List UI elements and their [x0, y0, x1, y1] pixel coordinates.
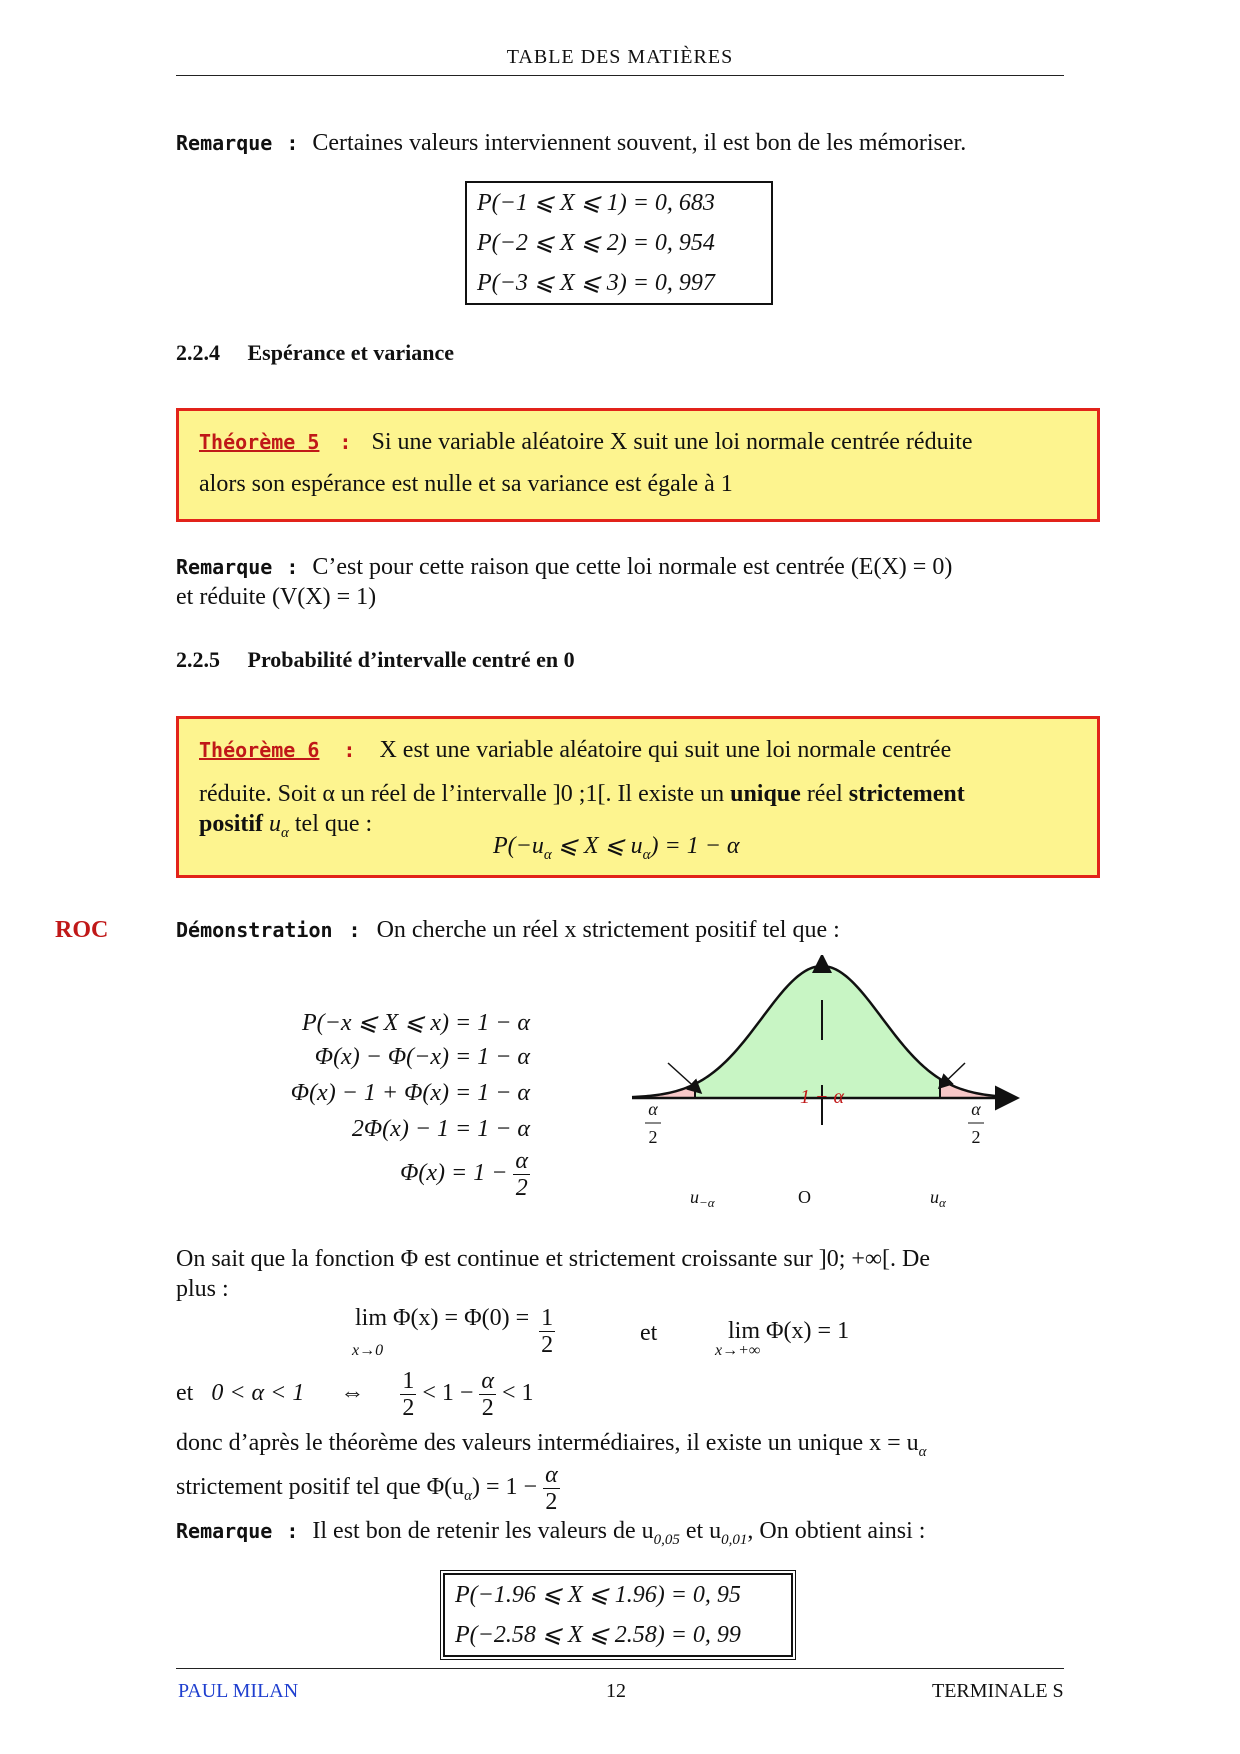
theorem-5-label: Théorème 5 [199, 430, 320, 454]
limit-and: et [640, 1320, 658, 1346]
ineq-frac-1 [400, 1368, 416, 1421]
demo-colon: : [348, 918, 361, 942]
remark-3-colon: : [286, 1519, 299, 1543]
theorem-6-positif: positif [199, 811, 264, 837]
ineq-frac-2 [479, 1368, 496, 1421]
p2-sub: α [918, 1443, 927, 1460]
center-label: 1 − α [800, 1086, 844, 1108]
ineq-end: < 1 [502, 1380, 534, 1407]
remark-3-values-box [443, 1573, 793, 1657]
theorem-6-formula [493, 831, 739, 864]
remark-3-sub-2: 0,01 [721, 1531, 748, 1548]
theorem-6-box [176, 716, 1100, 878]
value-row: P(−1 ⩽ X ⩽ 1) = 0, 683 [477, 190, 715, 216]
value-row: P(−2.58 ⩽ X ⩽ 2.58) = 0, 99 [455, 1622, 741, 1648]
limit-1 [355, 1305, 555, 1358]
remark-2-label: Remarque [176, 555, 273, 579]
remark-1 [176, 128, 966, 158]
limit-1-den: 2 [541, 1332, 554, 1358]
p2-end: ) = 1 − [472, 1474, 538, 1501]
left-alpha-num: α [648, 1099, 658, 1119]
eq5-den: 2 [515, 1175, 528, 1201]
paragraph-2-line-2 [176, 1462, 560, 1515]
ineq-num-2: α [481, 1368, 495, 1394]
demo-label: Démonstration [176, 918, 333, 942]
center-area [695, 966, 940, 1098]
theorem-5-text-1: Si une variable aléatoire X suit une loi normale centrée réduite [371, 429, 973, 455]
ineq-mid: < 1 − [422, 1380, 474, 1407]
section-number: 2.2.4 [176, 340, 220, 365]
eq5-fraction [513, 1148, 530, 1201]
limit-2: lim Φ(x) = 1 [728, 1318, 850, 1344]
limit-2-sub: x→+∞ [715, 1342, 761, 1359]
equivalence-arrow: ⇔ [340, 1380, 365, 1407]
demo-intro [176, 915, 840, 945]
equation-4: 2Φ(x) − 1 = 1 − α [351, 1116, 530, 1142]
roc-tag: ROC [55, 917, 109, 943]
p2-num: α [545, 1462, 558, 1488]
p2-text-2: strictement positif tel que Φ(u [176, 1474, 465, 1501]
section-title: Espérance et variance [247, 340, 454, 365]
limit-1-num: 1 [541, 1305, 554, 1331]
theorem-5-line-1 [199, 427, 1079, 457]
value-row: P(−3 ⩽ X ⩽ 3) = 0, 997 [477, 270, 715, 296]
p2-sub-2: α [464, 1487, 473, 1504]
theorem-6-unique: unique [730, 781, 801, 807]
remark-3-label: Remarque [176, 1519, 273, 1543]
theorem-6-text-2c: réel [800, 781, 849, 807]
remark-1-label: Remarque [176, 131, 273, 155]
p2-den: 2 [545, 1489, 558, 1515]
theorem-5-colon: : [339, 430, 352, 454]
footer-rule [176, 1668, 1064, 1669]
theorem-6-line-3 [199, 809, 372, 848]
paragraph-2-line-1 [176, 1428, 1064, 1467]
footer-class: TERMINALE S [932, 1680, 1064, 1702]
section-2-2-5 [176, 647, 575, 673]
limit-1-fraction [539, 1305, 555, 1358]
remark-2-text-1: C’est pour cette raison que cette loi normale est centrée (E(X) = 0) [312, 554, 953, 580]
paragraph-1-line-2: plus : [176, 1276, 229, 1302]
remark-3-sub-1: 0,05 [653, 1531, 680, 1548]
formula-sub: α [543, 846, 552, 863]
paragraph-1-line-1: On sait que la fonction Φ est continue et strictement croissante sur ]0; +∞[. De [176, 1246, 930, 1272]
remark-1-colon: : [286, 131, 299, 155]
theorem-5-text-2: alors son espérance est nulle et sa variance est égale à 1 [199, 471, 733, 497]
value-row: P(−2 ⩽ X ⩽ 2) = 0, 954 [477, 230, 715, 256]
u-alpha-label: $u_\alpha$ [930, 1187, 946, 1210]
ineq-num-1: 1 [402, 1368, 415, 1394]
remark-3-text-c: , On obtient ainsi : [747, 1518, 926, 1544]
equation-1: P(−x ⩽ X ⩽ x) = 1 − α [301, 1010, 530, 1036]
formula-part: ⩽ X ⩽ u [551, 833, 643, 859]
theorem-6-u-sub: α [281, 824, 289, 841]
remark-3 [176, 1516, 925, 1555]
ineq-den-2: 2 [481, 1395, 494, 1421]
theorem-5-box [176, 408, 1100, 522]
left-alpha-den: 2 [648, 1127, 658, 1147]
equation-2: Φ(x) − Φ(−x) = 1 − α [314, 1044, 530, 1070]
section-number: 2.2.5 [176, 647, 220, 672]
remark-1-values-box [465, 181, 773, 305]
right-pointer-arrow [940, 1063, 965, 1087]
formula-part: P(−u [493, 833, 544, 859]
theorem-6-u: u [263, 811, 282, 837]
theorem-6-text-3c: tel que : [288, 811, 373, 837]
right-alpha-num: α [971, 1099, 981, 1119]
theorem-6-text-2a: réduite. Soit α un réel de l’intervalle ]0 ;1[. Il existe un [199, 781, 731, 807]
p2-fraction [543, 1462, 560, 1515]
eq5-left: Φ(x) = 1 − [400, 1160, 508, 1187]
formula-part: ) = 1 − α [650, 833, 740, 859]
section-title: Probabilité d’intervalle centré en 0 [247, 647, 575, 672]
limit-1-expr: lim Φ(x) = Φ(0) = [355, 1305, 530, 1331]
page-header: TABLE DES MATIÈRES [506, 46, 734, 68]
u-minus-alpha-label: $u_{-\alpha}$ [690, 1187, 715, 1210]
value-row: P(−1.96 ⩽ X ⩽ 1.96) = 0, 95 [455, 1582, 741, 1608]
formula-sub: α [642, 846, 651, 863]
normal-curve-graph [620, 955, 1020, 1215]
equation-3: Φ(x) − 1 + Φ(x) = 1 − α [290, 1080, 530, 1106]
footer-author: PAUL MILAN [178, 1680, 299, 1702]
inequality-line [176, 1368, 534, 1421]
theorem-6-label: Théorème 6 [199, 738, 320, 762]
eq5-num: α [515, 1148, 528, 1174]
ineq-and: et [176, 1380, 194, 1407]
p2-text: donc d’après le théorème des valeurs intermédiaires, il existe un unique x = u [176, 1430, 919, 1456]
equation-5 [200, 1148, 530, 1201]
ineq-left: 0 < α < 1 [211, 1380, 305, 1407]
theorem-6-strictement: strictement [848, 781, 965, 807]
footer-page-number: 12 [606, 1680, 626, 1702]
theorem-6-text-1: X est une variable aléatoire qui suit une loi normale centrée [379, 737, 952, 763]
origin-label: O [798, 1187, 811, 1207]
demo-intro-text: On cherche un réel x strictement positif tel que : [376, 917, 840, 943]
remark-3-text-b: et u [679, 1518, 722, 1544]
limit-1-sub: x→0 [352, 1342, 384, 1359]
remark-2-colon: : [286, 555, 299, 579]
theorem-6-line-2 [199, 779, 965, 809]
ineq-den-1: 2 [402, 1395, 415, 1421]
remark-2 [176, 552, 1064, 582]
remark-3-text-a: Il est bon de retenir les valeurs de u [312, 1518, 654, 1544]
remark-1-text: Certaines valeurs interviennent souvent, il est bon de les mémoriser. [312, 130, 967, 156]
header-rule [176, 75, 1064, 76]
section-2-2-4 [176, 340, 454, 366]
right-alpha-den: 2 [971, 1127, 981, 1147]
remark-2-text-2: et réduite (V(X) = 1) [176, 584, 377, 610]
theorem-6-colon: : [343, 738, 356, 762]
theorem-6-line-1 [199, 735, 951, 765]
